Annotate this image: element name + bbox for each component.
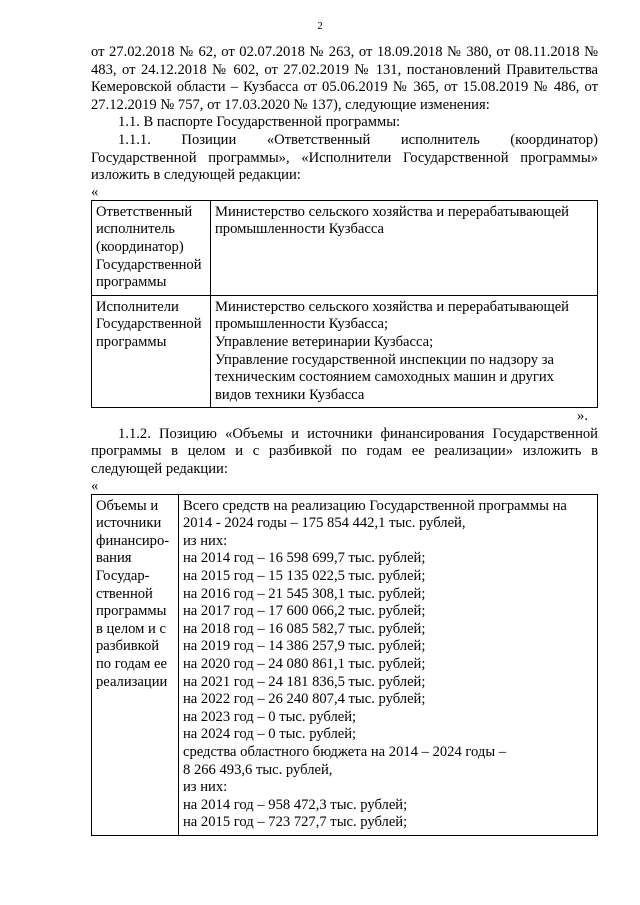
intro-paragraph: от 27.02.2018 № 62, от 02.07.2018 № 263, от 18.09.2018 № 380, от 08.11.2018 № 483, от 24.12.2018 № 602, от 27.02.2019 № 131, постановлений Правительства Кемеровской области – Кузбасса от 05.06.2019 № 365, от 15.08.2019 № 486, от 27.12.2019 № 757, от 17.03.2020 № 137), следующие изменения: (91, 44, 598, 113)
financing-line: на 2014 год – 16 598 699,7 тыс. рублей; (183, 550, 426, 567)
financing-line: на 2020 год – 24 080 861,1 тыс. рублей; (183, 656, 426, 672)
financing-line: на 2023 год – 0 тыс. рублей; (183, 708, 357, 725)
financing-table (91, 494, 598, 836)
executor-line: Министерство сельского хозяйства и перерабатывающей промышленности Кузбасса; (215, 298, 569, 333)
financing-line: на 2022 год – 26 240 807,4 тыс. рублей; (183, 691, 426, 708)
item-1-1-2: 1.1.2. Позицию «Объемы и источники финансирования Государственной программы в целом и с разбивкой по годам ее реализации» изложить в следующей редакции: (91, 425, 598, 478)
financing-line: на 2018 год – 16 085 582,7 тыс. рублей; (183, 620, 426, 637)
financing-line: из них: (183, 779, 228, 796)
item-1-1-1: 1.1.1. Позиции «Ответственный исполнитель (координатор) Государственной программы», «Исполнители Государственной программы» изложить в следующей редакции: (91, 131, 598, 184)
table-row (92, 295, 598, 408)
responsible-executor-label: Ответственный исполнитель (координатор) Государственной программы (92, 200, 211, 295)
financing-value (179, 494, 598, 835)
document-body (91, 44, 598, 836)
financing-line: средства областного бюджета на 2014 – 2024 годы – (183, 743, 507, 760)
passport-executors-table (91, 200, 598, 409)
quote-close-1: ». (577, 408, 588, 425)
responsible-executor-value: Министерство сельского хозяйства и перерабатывающей промышленности Кузбасса (211, 200, 598, 295)
financing-line: 8 266 493,6 тыс. рублей, (183, 761, 333, 778)
financing-line: на 2019 год – 14 386 257,9 тыс. рублей; (183, 638, 426, 655)
financing-line: на 2014 год – 958 472,3 тыс. рублей; (183, 796, 408, 813)
financing-line: из них: (183, 532, 228, 549)
executors-label: Исполнители Государственной программы (92, 295, 211, 408)
executors-value (211, 295, 598, 408)
table-row (92, 494, 598, 835)
financing-line: на 2017 год – 17 600 066,2 тыс. рублей; (183, 603, 426, 620)
executor-line: Управление государственной инспекции по надзору за техническим состоянием самоходных машин и других видов техники Кузбасса (215, 351, 554, 403)
financing-line: на 2021 год – 24 181 836,5 тыс. рублей; (183, 673, 426, 690)
financing-line: Всего средств на реализацию Государственной программы на 2014 - 2024 годы – 175 854 442,1 тыс. рублей, (183, 497, 567, 532)
financing-line: на 2015 год – 723 727,7 тыс. рублей; (183, 814, 408, 831)
item-1-1: 1.1. В паспорте Государственной программы: (118, 114, 401, 131)
financing-line: на 2016 год – 21 545 308,1 тыс. рублей; (183, 585, 426, 602)
quote-open-1: « (91, 183, 99, 200)
page-number: 2 (317, 20, 323, 32)
financing-line: на 2015 год – 15 135 022,5 тыс. рублей; (183, 568, 426, 585)
financing-label: Объемы и источники финансиро-вания Государ-ственной программы в целом и с разбивкой по годам ее реализации (92, 494, 179, 835)
financing-line: на 2024 год – 0 тыс. рублей; (183, 726, 357, 743)
quote-open-2: « (91, 477, 99, 494)
executor-line: Управление ветеринарии Кузбасса; (215, 333, 434, 350)
table-row (92, 200, 598, 295)
